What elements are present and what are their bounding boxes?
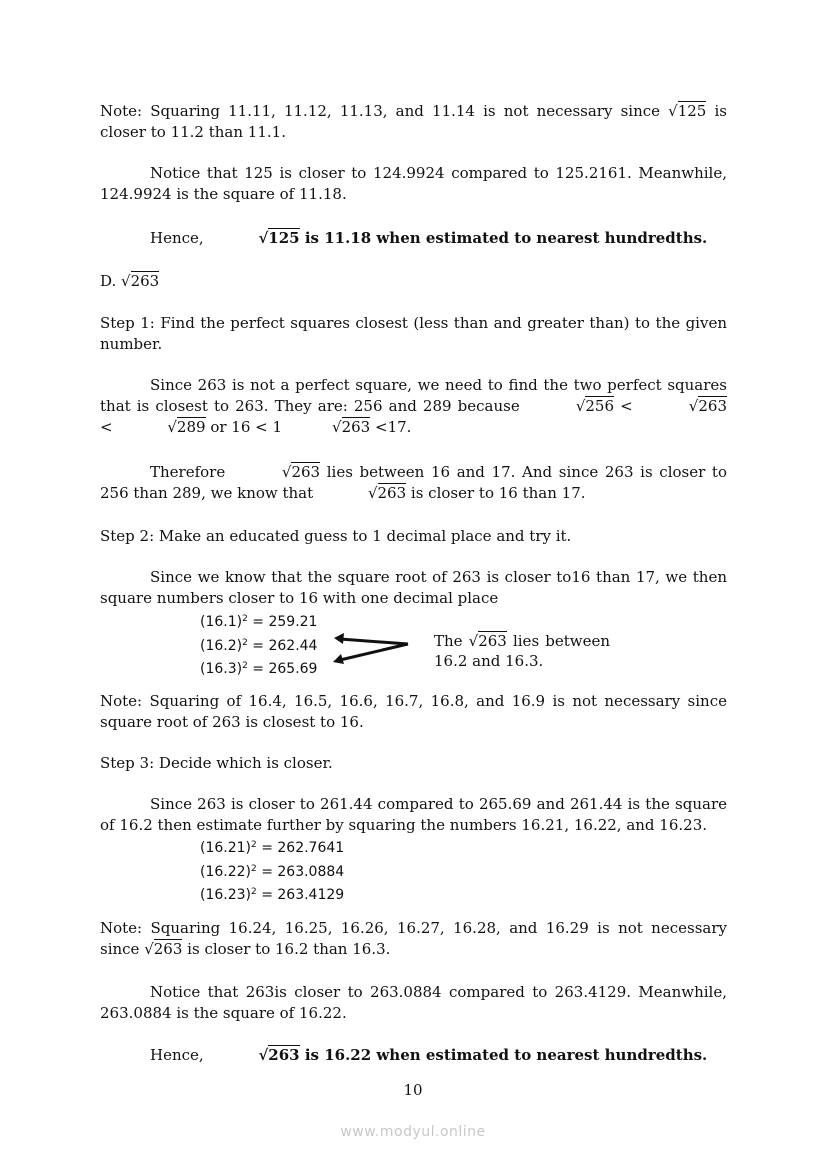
- square-root-263: [639, 396, 727, 417]
- since-paragraph-2: Since we know that the square root of 263 is closer to16 than 17, we then square numbers closer to 16 with one decimal place: [100, 568, 727, 607]
- text: is closer to 16 than 17.: [406, 484, 586, 502]
- square-root-263: [469, 631, 507, 651]
- radicand: 263: [268, 1046, 300, 1064]
- result: = 265.69: [247, 661, 318, 677]
- square-root-256: [526, 396, 614, 417]
- since-paragraph-1: [100, 375, 727, 438]
- bold-text: is 11.18 when estimated to nearest hundredths.: [299, 229, 708, 247]
- base: (16.2): [200, 637, 243, 654]
- radical-sign: √: [468, 632, 479, 650]
- text: or 16 < 1: [205, 418, 283, 436]
- square-root-263: [232, 462, 320, 483]
- notice-paragraph-2: Notice that 263is closer to 263.0884 compared to 263.4129. Meanwhile, 263.0884 is the square of 16.22.: [100, 983, 727, 1022]
- base: (16.3): [200, 661, 243, 677]
- radical-sign: √: [144, 940, 154, 958]
- step-3: Step 3: Decide which is closer.: [100, 754, 333, 772]
- text: <: [614, 397, 639, 415]
- note-paragraph-2: Note: Squaring of 16.4, 16.5, 16.6, 16.7, 16.8, and 16.9 is not necessary since square root of 263 is closest to 16.: [100, 692, 727, 731]
- text: The: [434, 632, 469, 650]
- square-root-289: [117, 417, 205, 438]
- radicand: 263: [291, 463, 321, 481]
- text: D.: [100, 272, 122, 290]
- radicand: 263: [377, 484, 407, 502]
- calc-row: [200, 859, 344, 883]
- square-root-263: [318, 483, 406, 504]
- note-paragraph-1: [100, 101, 727, 143]
- notice-paragraph-1: Notice that 125 is closer to 124.9924 compared to 125.2161. Meanwhile, 124.9924 is the square of 11.18.: [100, 164, 727, 203]
- conclusion-125: [100, 228, 727, 249]
- radicand: 256: [585, 397, 615, 415]
- section-d-heading: [100, 271, 727, 292]
- radical-sign: √: [332, 418, 342, 436]
- radicand: 263: [478, 632, 507, 650]
- text: Note: Squaring 16.24, 16.25, 16.26, 16.27, 16.28, and 16.29 is not necessary since: [100, 919, 727, 958]
- radicand: 263: [341, 418, 371, 436]
- step-2: Step 2: Make an educated guess to 1 decimal place and try it.: [100, 527, 572, 545]
- exponent: 2: [242, 661, 248, 671]
- exponent: 2: [251, 863, 257, 874]
- radical-sign: √: [575, 397, 586, 415]
- text: Since 263 is not a perfect square, we need to find the two perfect squares that is closest to 263. They are: 256 and 289 because: [100, 376, 727, 415]
- square-root-125: [208, 228, 299, 249]
- square-root-263: [144, 939, 182, 960]
- radical-sign: √: [258, 229, 269, 247]
- text: is closer to 11.2 than 11.1.: [100, 102, 728, 141]
- square-root-263: [282, 417, 370, 438]
- radicand: 263: [698, 397, 727, 415]
- exponent: 2: [251, 840, 257, 850]
- text: lies between 16.2 and 16.3.: [434, 632, 611, 670]
- text: Therefore: [150, 463, 232, 481]
- square-root-263: [121, 271, 159, 292]
- squares-two-decimal: [200, 835, 344, 906]
- radicand: 263: [153, 940, 183, 958]
- base: (16.1): [200, 614, 243, 630]
- therefore-paragraph: [100, 462, 727, 504]
- calc-row: [200, 882, 344, 906]
- calc-row: [200, 656, 317, 680]
- exponent: 2: [251, 887, 257, 897]
- radical-sign: √: [688, 397, 699, 415]
- note-paragraph-3: [100, 918, 727, 960]
- result: = 262.7641: [256, 840, 345, 856]
- base: (16.23): [200, 887, 252, 903]
- double-arrow-icon: [330, 630, 412, 666]
- text: is closer to 16.2 than 16.3.: [182, 940, 391, 958]
- radical-sign: √: [121, 272, 131, 290]
- radicand: 125: [677, 102, 707, 120]
- text: lies between 16 and 17. And since 263 is closer to 256 than 289, we know that: [100, 463, 727, 502]
- text: Hence,: [150, 1046, 209, 1064]
- result: = 259.21: [247, 614, 318, 630]
- bold-text: is 16.22 when estimated to nearest hundredths.: [299, 1046, 708, 1064]
- page-number: 10: [403, 1081, 423, 1099]
- calc-row: [200, 835, 344, 859]
- radical-sign: √: [258, 1046, 269, 1064]
- since-paragraph-3: Since 263 is closer to 261.44 compared to 265.69 and 261.44 is the square of 16.2 then estimate further by squaring the numbers 16.21, 16.22, and 16.23.: [100, 795, 727, 834]
- text: <17.: [370, 418, 412, 436]
- calc-row: [200, 609, 317, 633]
- base: (16.22): [200, 863, 252, 880]
- step-1: Step 1: Find the perfect squares closest (less than and greater than) to the given number.: [100, 314, 727, 353]
- square-root-125: [668, 101, 706, 122]
- result: = 263.0884: [256, 863, 345, 880]
- radical-sign: √: [167, 418, 177, 436]
- radical-sign: √: [281, 463, 292, 481]
- exponent: 2: [242, 637, 248, 648]
- text: Hence,: [150, 229, 209, 247]
- calc-row: [200, 633, 317, 657]
- side-note: [434, 631, 610, 671]
- radicand: 289: [176, 418, 206, 436]
- squares-one-decimal: [200, 609, 317, 680]
- radical-sign: √: [668, 102, 678, 120]
- radical-sign: √: [367, 484, 378, 502]
- radicand: 125: [268, 229, 300, 247]
- text: <: [100, 418, 118, 436]
- base: (16.21): [200, 840, 252, 856]
- watermark: www.modyul.online: [340, 1124, 486, 1140]
- exponent: 2: [242, 614, 248, 624]
- square-root-263: [208, 1045, 299, 1066]
- result: = 263.4129: [256, 887, 345, 903]
- text: Note: Squaring 11.11, 11.12, 11.13, and 11.14 is not necessary since: [100, 102, 669, 120]
- result: = 262.44: [247, 637, 318, 654]
- radicand: 263: [130, 272, 160, 290]
- conclusion-263: [100, 1045, 727, 1066]
